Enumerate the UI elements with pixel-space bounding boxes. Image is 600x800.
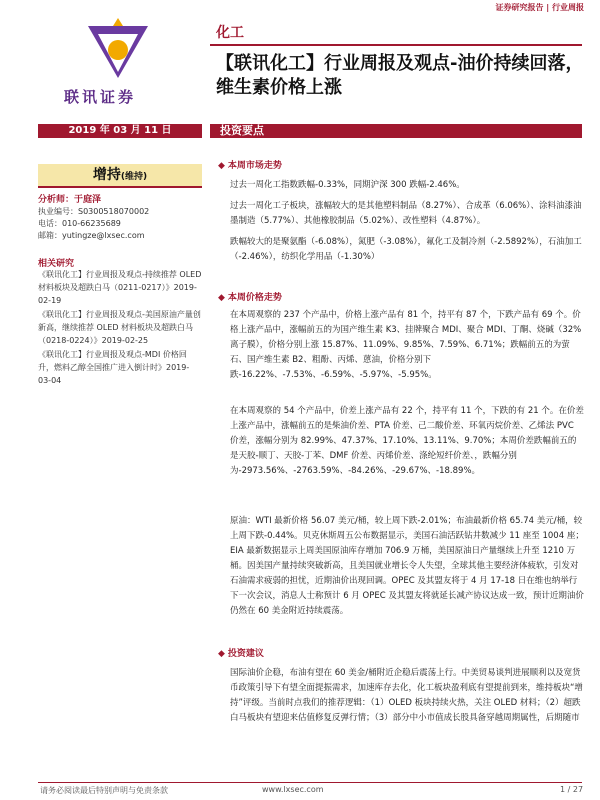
price-heading: ◆ 本周价格走势 xyxy=(218,293,282,303)
report-type-tag: 证券研究报告 | 行业周报 xyxy=(495,3,584,12)
analyst-name: 分析师：于庭泽 xyxy=(38,195,102,205)
advice-para: 国际油价企稳，布油有望在 60 美金/桶附近企稳后震荡上行。中美贸易谈判进展顺利以及宽货币政策引导下有望全面提振需求，加速库存去化，化工板块盈利底有望提前到来，维持板块“增持”评级。当前时点我们的推荐逻辑：（1）OLED 板块持续火热，关注 OLED 材料；（2）超跌白马板块有望迎来估值修复反弹行情；（3）部分中小市值成长股具备穿越周期属性，后期随市 xyxy=(230,668,583,723)
footer-website[interactable]: www.lxsec.com xyxy=(262,785,324,794)
related-item[interactable]: 《联讯化工】行业周报及观点-MDI 价格回升，燃料乙醇全国推广进入倒计时》2019-03-04 xyxy=(38,350,190,385)
oil-para: 原油：WTI 最新价格 56.07 美元/桶，较上周下跌-2.01%；布油最新价格 65.74 美元/桶，较上周下跌-0.44%。贝克休斯周五公布数据显示，美国石油活跃钻井数减少 11 座至 1004 座；EIA 最新数据显示上周美国原油库存增加 706.9 万桶，美国原油日产量继续上升至 1210 万桶。因美国产量持续突破新高，且美国就业增长令人失望，全球其他主要经济体疲软，引发对石油需求疲弱的担忧，近期油价出现回调。OPEC 及其盟友将于 4 月 17-18 日在维也纳举行下一次会议，消息人士称预计 6 月 OPEC 及其盟友将就延长减产协议达成一致，预计近期油价仍然在 60 美金附近持续震荡。 xyxy=(230,516,584,616)
footer-disclaimer[interactable]: 请务必阅读最后特别声明与免责条款 xyxy=(40,786,168,795)
report-title: 【联讯化工】行业周报及观点-油价持续回落，维生素价格上涨 xyxy=(216,53,584,98)
market-para: 跌幅较大的是聚氨酯（-6.08%），氮肥（-3.08%），氟化工及制冷剂（-2.5892%），石油加工（-2.46%），纺织化学用品（-1.30%） xyxy=(230,237,582,262)
footer-divider xyxy=(38,782,582,783)
related-item[interactable]: 《联讯化工】行业周报及观点-持续推荐 OLED 材料板块及超跌白马（0211-0217）》2019-02-19 xyxy=(38,270,202,305)
analyst-license: 执业编号：S0300518070002 xyxy=(38,207,150,216)
analyst-email[interactable]: 邮箱：yutingze@lxsec.com xyxy=(38,231,145,240)
report-date: 2019 年 03 月 11 日 xyxy=(38,124,202,138)
related-item[interactable]: 《联讯化工】行业周报及观点-美国原油产量创新高，继续推荐 OLED 材料板块及超跌白马（0218-0224）》2019-02-25 xyxy=(38,310,201,345)
diamond-icon: ◆ xyxy=(218,293,225,303)
diamond-icon: ◆ xyxy=(218,649,225,659)
section-bar xyxy=(210,124,582,138)
market-heading: ◆ 本周市场走势 xyxy=(218,161,282,171)
related-research-list xyxy=(38,268,202,388)
sector-underline xyxy=(210,22,582,46)
related-research-heading: 相关研究 xyxy=(38,259,75,269)
sector-label: 化工 xyxy=(216,25,244,41)
section-title: 投资要点 xyxy=(220,124,264,137)
analyst-phone: 电话：010-66235689 xyxy=(38,219,121,228)
page-number: 1 / 27 xyxy=(560,785,584,794)
rating-box xyxy=(38,164,202,188)
rating-main: 增持 xyxy=(92,167,121,183)
market-para: 过去一周化工指数跌幅-0.33%，同期沪深 300 跌幅-2.46%。 xyxy=(230,180,465,190)
logo-text: 联讯证券 xyxy=(64,88,137,106)
market-section xyxy=(230,178,584,265)
rating-sub: (维持) xyxy=(120,172,148,182)
price-para-1: 在本周观察的 237 个产品中，价格上涨产品有 81 个，持平有 87 个，下跌产品有 69 个。价格上涨产品中，涨幅前五的为国产维生素 K3、挂牌聚合 MDI、聚合 MDI、丁酮、烧碱（32%离子膜），价格分别上涨 15.87%、11.09%、9.85%、7.59%、6.71%；跌幅前五的为萤石、国产维生素 B2、粗酚、丙烯、蒽油，价格分别下跌-16.22%、-7.53%、-6.59%、-5.97%、-5.95%。 xyxy=(230,310,582,380)
price-para-2: 在本周观察的 54 个产品中，价差上涨产品有 22 个，持平有 11 个，下跌的有 21 个。在价差上涨产品中，涨幅前五的是柴油价差、PTA 价差、己二酸价差、环氧丙烷价差、乙烯法 PVC 价差，涨幅分别为 82.99%、47.37%、17.10%、13.11%、9.70%；本周价差跌幅前五的是天胶-顺丁、天胶-丁苯、DMF 价差、丙烯价差、涤纶短纤价差、，跌幅分别为-2973.56%、-2763.59%、-84.26%、-29.67%、-18.89%。 xyxy=(230,406,584,476)
diamond-icon: ◆ xyxy=(218,161,225,171)
market-para: 过去一周化工子板块，涨幅较大的是其他塑料制品（8.27%）、合成革（6.06%）、涂料油漆油墨制造（5.77%）、其他橡胶制品（5.02%）、改性塑料（4.87%）。 xyxy=(230,201,582,226)
advice-heading: ◆ 投资建议 xyxy=(218,649,264,659)
